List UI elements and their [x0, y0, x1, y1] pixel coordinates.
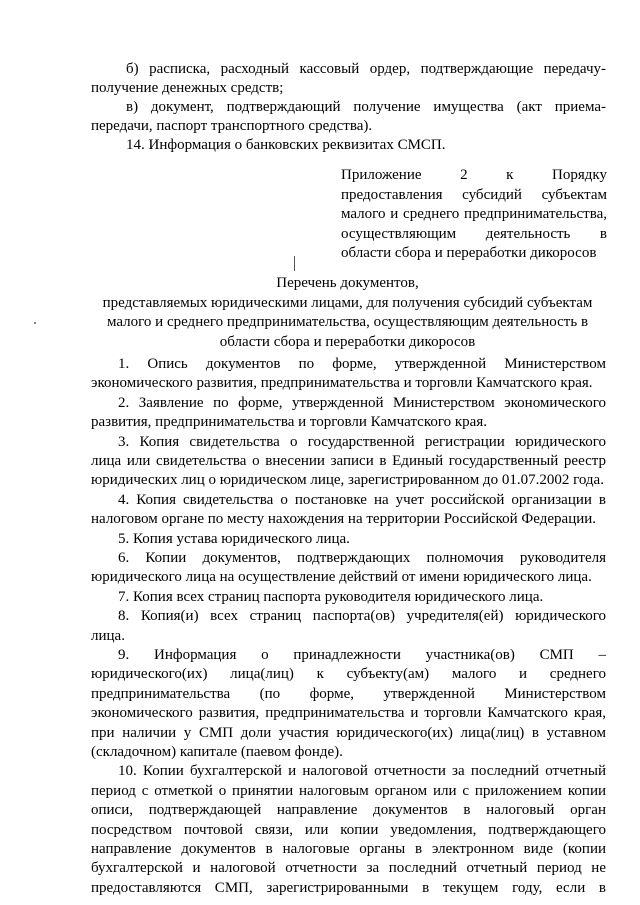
- list-item-line: 2. Заявление по форме, утвержденной Министерством экономического: [118, 394, 606, 411]
- list-item-line: юридического лица на осуществление действий от имени юридического лица.: [91, 569, 592, 586]
- list-item-line: 9. Информация о принадлежности участника(ов) СМП –: [118, 647, 606, 663]
- list-item-line: налоговом органе по месту нахождения на территории Российской Федерации.: [91, 511, 597, 528]
- list-item-line: лица.: [91, 627, 125, 644]
- item-v-line-2: передачи, паспорт транспортного средства).: [91, 118, 373, 134]
- list-item-line: экономического развития, предпринимательства и торговли Камчатского края.: [91, 375, 593, 392]
- list-item-line: 5. Копия устава юридического лица.: [118, 530, 350, 547]
- title-line: малого и среднего предпринимательства, осуществляющим деятельность в: [106, 314, 589, 331]
- list-item-line: развития, предпринимательства и торговли Камчатского края.: [91, 414, 487, 431]
- document-title: [60, 274, 635, 352]
- list-item-line: 1. Опись документов по форме, утвержденной Министерством: [118, 356, 606, 372]
- list-item-line: направление документов в налоговые органы в электронном виде (копии: [91, 841, 606, 857]
- list-item-line: бухгалтерской и налоговой отчетности за последний отчетный период не: [91, 860, 606, 877]
- list-item-line: юридических лиц о юридическом лице, зарегистрированном до 01.07.2002 года.: [91, 472, 604, 489]
- list-item-line: лица или свидетельства о внесении записи в Единый государственный реестр: [91, 453, 606, 469]
- list-item-line: 10. Копии бухгалтерской и налоговой отчетности за последний отчетный: [118, 763, 606, 780]
- appendix-line: области сбора и переработки дикоросов: [341, 245, 597, 262]
- title-line: представляемых юридическими лицами, для получения субсидий субъектам: [102, 294, 593, 311]
- title-line: области сбора и переработки дикоросов: [219, 333, 476, 350]
- list-item-line: предоставляются СМП, зарегистрированными в текущем году, если в: [91, 879, 606, 896]
- item-14: 14. Информация о банковских реквизитах СМСП.: [126, 137, 446, 153]
- item-b-line-2: получение денежных средств;: [91, 80, 284, 96]
- appendix-line: Приложение 2 к Порядку: [341, 167, 607, 183]
- list-item-line: при наличии у СМП доли участия юридического(их) лица(лиц) в уставном: [91, 724, 606, 741]
- title-line: Перечень документов,: [276, 275, 419, 291]
- appendix-line: предоставления субсидий субъектам: [341, 186, 607, 203]
- item-v-line-1: в) документ, подтверждающий получение имущества (акт приема-: [126, 99, 606, 115]
- list-item-line: 6. Копии документов, подтверждающих полномочия руководителя: [118, 550, 606, 566]
- list-item-line: 4. Копия свидетельства о постановке на учет российской организации в: [118, 491, 606, 508]
- list-item-line: 3. Копия свидетельства о государственной регистрации юридического: [118, 433, 606, 450]
- appendix-line: осуществляющим деятельность в: [341, 225, 607, 242]
- list-item-line: предпринимательства (по форме, утвержденной Министерством: [91, 685, 606, 702]
- list-item-line: описи, подтверждающей направление документов в налоговый орган: [91, 802, 606, 819]
- list-item-line: (складочном) капитале (паевом фонде).: [91, 744, 343, 760]
- appendix-note: [341, 166, 607, 264]
- list-item-line: юридического(их) лица(лиц) к субъекту(ам) малого и среднего: [91, 666, 606, 683]
- list-item-line: 7. Копия всех страниц паспорта руководителя юридического лица.: [118, 588, 544, 605]
- list-item-line: посредством почтовой связи, или копии уведомления, подтверждающего: [91, 821, 606, 838]
- list-item-line: 8. Копия(и) всех страниц паспорта(ов) учредителя(ей) юридического: [118, 608, 606, 625]
- list-item-line: период с отметкой о принятии налоговым органом или с приложением копии: [91, 782, 606, 799]
- appendix-line: малого и среднего предпринимательства,: [341, 206, 607, 223]
- item-b-line-1: б) расписка, расходный кассовый ордер, подтверждающие передачу-: [126, 61, 606, 77]
- scan-dot: [34, 322, 36, 324]
- list-item-line: экономического развития, предпринимательства и торговли Камчатского края,: [91, 705, 606, 722]
- scan-mark: [294, 256, 295, 271]
